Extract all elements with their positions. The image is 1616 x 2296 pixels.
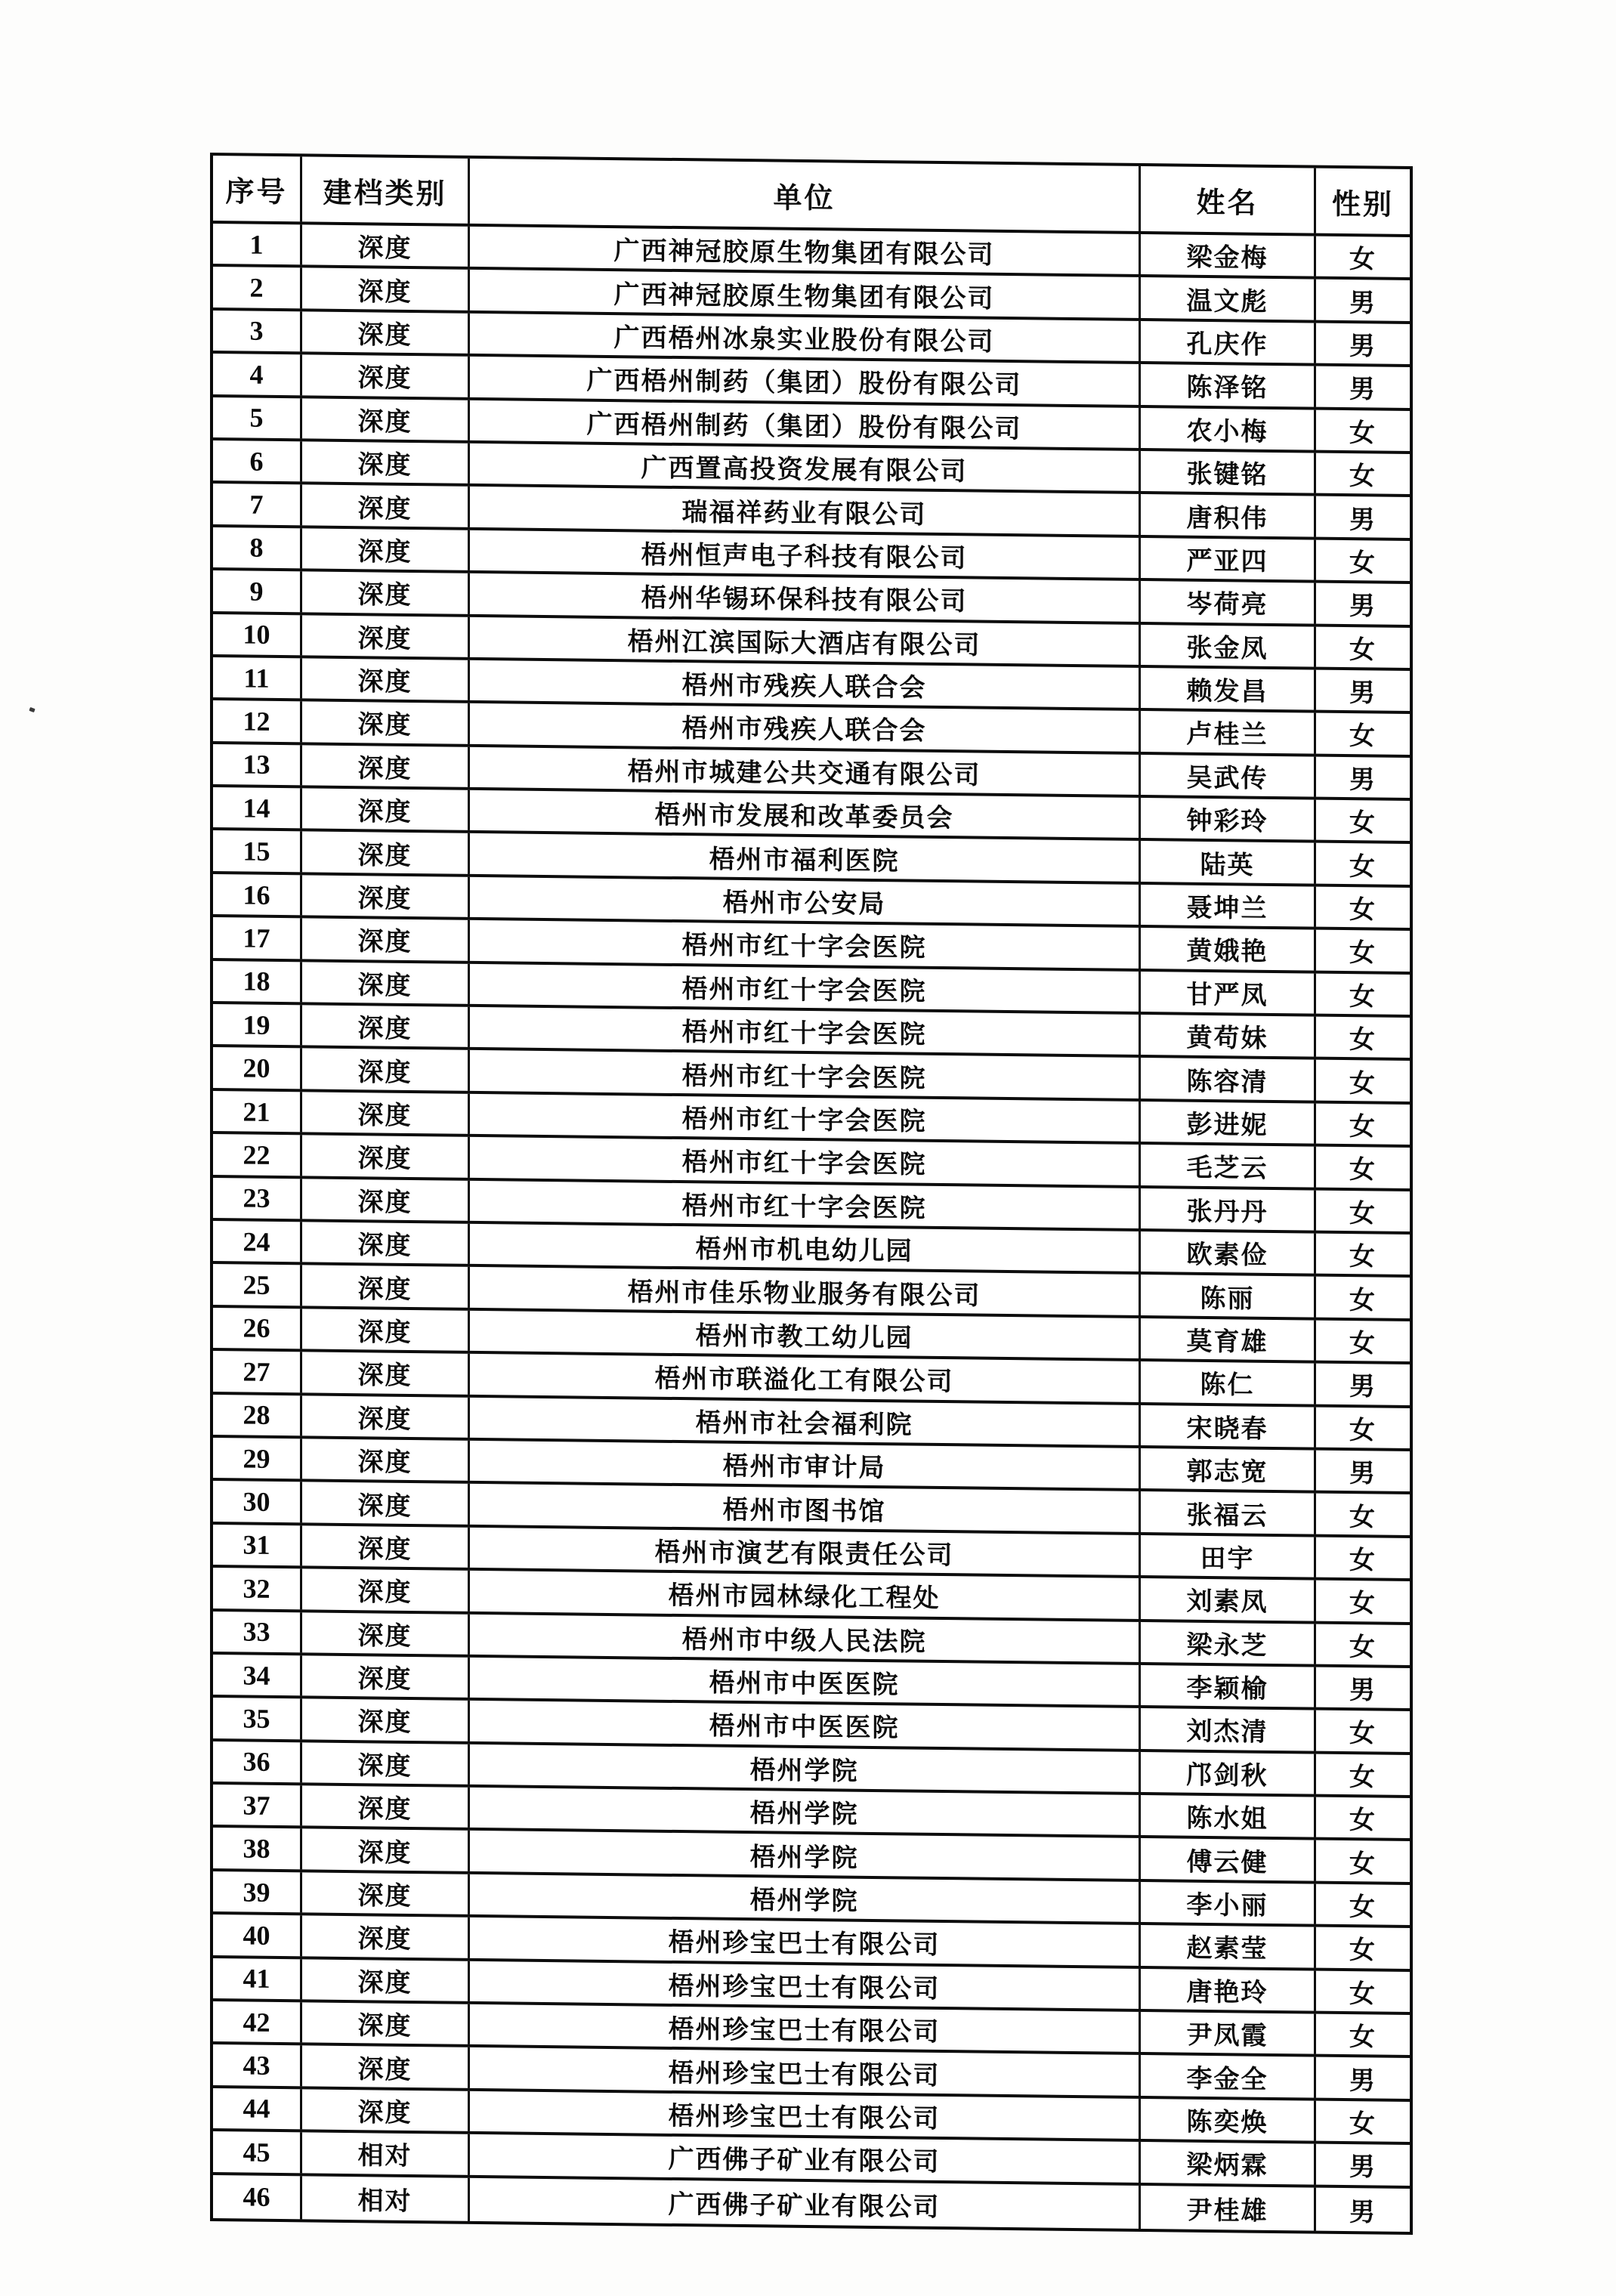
cell-unit: 梧州市园林绿化工程处 [470, 1571, 1141, 1618]
cell-category: 深度 [302, 1092, 470, 1134]
cell-name: 陈丽 [1141, 1275, 1316, 1317]
cell-category: 深度 [302, 962, 470, 1004]
cell-category: 深度 [302, 311, 470, 354]
cell-category: 相对 [302, 2176, 470, 2221]
personnel-table [210, 153, 1413, 2235]
cell-category: 深度 [302, 1395, 470, 1438]
cell-index: 44 [213, 2088, 302, 2130]
cell-index: 25 [213, 1264, 302, 1306]
cell-name: 陈泽铭 [1141, 364, 1316, 406]
cell-unit: 梧州市中级人民法院 [470, 1614, 1141, 1661]
cell-name: 黄娥艳 [1141, 928, 1316, 970]
cell-unit: 广西佛子矿业有限公司 [470, 2177, 1141, 2228]
cell-name: 张金凤 [1141, 624, 1316, 666]
cell-gender: 男 [1349, 765, 1377, 795]
cell-category: 深度 [302, 1916, 470, 1958]
cell-category: 深度 [302, 2046, 470, 2088]
cell-gender: 女 [1349, 1026, 1377, 1055]
cell-name: 孔庆作 [1141, 321, 1316, 363]
cell-gender: 女 [1349, 1590, 1377, 1618]
cell-unit: 梧州市红十字会医院 [470, 1094, 1141, 1142]
cell-index: 32 [213, 1568, 302, 1609]
cell-index: 36 [213, 1741, 302, 1783]
cell-name: 张福云 [1141, 1491, 1316, 1534]
cell-category: 深度 [302, 1482, 470, 1525]
cell-unit: 梧州市中医医院 [470, 1658, 1141, 1705]
cell-unit: 梧州市残疾人联合会 [470, 660, 1141, 708]
cell-unit: 梧州市联溢化工有限公司 [470, 1354, 1141, 1401]
cell-index: 23 [213, 1178, 302, 1219]
cell-gender: 男 [1349, 679, 1377, 708]
cell-category: 深度 [302, 1222, 470, 1264]
cell-index: 14 [213, 787, 302, 829]
cell-unit: 梧州珍宝巴士有限公司 [470, 1917, 1141, 1965]
cell-index: 2 [213, 267, 302, 308]
cell-name: 尹凤霞 [1141, 2012, 1316, 2054]
cell-unit: 梧州学院 [470, 1744, 1141, 1792]
cell-category: 深度 [302, 875, 470, 917]
cell-name: 陈仁 [1141, 1361, 1316, 1404]
cell-gender: 女 [1349, 246, 1377, 274]
cell-category: 深度 [302, 1136, 470, 1178]
cell-gender: 男 [1349, 289, 1377, 318]
cell-unit: 梧州华锡环保科技有限公司 [470, 573, 1141, 621]
cell-unit: 梧州市社会福利院 [470, 1397, 1141, 1445]
cell-index: 26 [213, 1308, 302, 1349]
cell-name: 刘素凤 [1141, 1578, 1316, 1621]
cell-unit: 梧州市红十字会医院 [470, 1180, 1141, 1228]
cell-name: 田宇 [1141, 1535, 1316, 1578]
cell-unit: 梧州市红十字会医院 [470, 1137, 1141, 1185]
cell-name: 郭志宽 [1141, 1448, 1316, 1491]
cell-index: 12 [213, 700, 302, 742]
cell-index: 10 [213, 614, 302, 656]
cell-index: 24 [213, 1221, 302, 1262]
cell-name: 张键铭 [1141, 451, 1316, 493]
cell-unit: 梧州江滨国际大酒店有限公司 [470, 616, 1141, 664]
cell-category: 深度 [302, 832, 470, 874]
cell-name: 赖发昌 [1141, 668, 1316, 710]
cell-gender: 女 [1349, 1069, 1377, 1099]
table-body [213, 224, 1410, 2232]
cell-index: 42 [213, 2001, 302, 2043]
cell-name: 梁金梅 [1141, 234, 1316, 277]
cell-index: 1 [213, 224, 302, 265]
cell-name: 傅云健 [1141, 1838, 1316, 1880]
header-category: 建档类别 [302, 156, 470, 224]
cell-name: 梁炳霖 [1141, 2142, 1316, 2184]
cell-name: 梁永芝 [1141, 1621, 1316, 1664]
cell-index: 39 [213, 1871, 302, 1913]
cell-unit: 梧州市机电幼儿园 [470, 1224, 1141, 1272]
cell-gender: 女 [1349, 722, 1377, 752]
cell-gender: 女 [1349, 1199, 1377, 1228]
cell-gender: 女 [1349, 1243, 1377, 1272]
cell-gender: 女 [1349, 1633, 1377, 1662]
cell-index: 30 [213, 1481, 302, 1522]
cell-index: 29 [213, 1438, 302, 1479]
cell-unit: 梧州市图书馆 [470, 1484, 1141, 1531]
cell-category: 深度 [302, 788, 470, 830]
cell-gender: 女 [1349, 1503, 1377, 1532]
cell-unit: 广西神冠胶原生物集团有限公司 [470, 270, 1141, 317]
cell-unit: 梧州恒声电子科技有限公司 [470, 530, 1141, 578]
cell-gender: 女 [1349, 1547, 1377, 1575]
cell-name: 莫育雄 [1141, 1318, 1316, 1361]
cell-name: 陈容清 [1141, 1058, 1316, 1100]
cell-gender: 女 [1349, 896, 1377, 925]
cell-unit: 广西梧州制药（集团）股份有限公司 [470, 400, 1141, 447]
cell-gender: 女 [1349, 1806, 1377, 1835]
cell-gender: 女 [1349, 419, 1377, 448]
cell-index: 27 [213, 1351, 302, 1392]
cell-name: 岑荷亮 [1141, 581, 1316, 623]
cell-index: 28 [213, 1395, 302, 1436]
cell-index: 16 [213, 874, 302, 916]
cell-category: 深度 [302, 224, 470, 267]
cell-index: 20 [213, 1047, 302, 1089]
cell-name: 农小梅 [1141, 408, 1316, 450]
cell-index: 17 [213, 917, 302, 959]
cell-name: 黄苟妹 [1141, 1015, 1316, 1057]
cell-index: 33 [213, 1612, 302, 1653]
cell-name: 卢桂兰 [1141, 711, 1316, 753]
cell-category: 深度 [302, 485, 470, 527]
cell-gender: 女 [1349, 462, 1377, 491]
cell-unit: 梧州市公安局 [470, 877, 1141, 925]
cell-category: 深度 [302, 1612, 470, 1655]
cell-unit: 梧州珍宝巴士有限公司 [470, 2091, 1141, 2139]
cell-index: 5 [213, 397, 302, 439]
cell-category: 深度 [302, 1829, 470, 1871]
cell-index: 18 [213, 961, 302, 1003]
cell-unit: 梧州市发展和改革委员会 [470, 790, 1141, 838]
cell-name: 尹桂雄 [1141, 2186, 1316, 2231]
cell-name: 唐艳玲 [1141, 1969, 1316, 2011]
cell-category: 深度 [302, 528, 470, 570]
cell-unit: 梧州市中医医院 [470, 1701, 1141, 1748]
cell-unit: 梧州市福利医院 [470, 833, 1141, 881]
header-unit: 单位 [470, 159, 1141, 231]
cell-category: 深度 [302, 1005, 470, 1047]
cell-unit: 梧州市残疾人联合会 [470, 703, 1141, 751]
cell-category: 深度 [302, 1352, 470, 1395]
cell-index: 9 [213, 570, 302, 612]
cell-category: 深度 [302, 1049, 470, 1091]
header-index: 序号 [213, 156, 302, 221]
cell-unit: 梧州学院 [470, 1788, 1141, 1835]
cell-gender: 男 [1349, 592, 1377, 621]
cell-category: 深度 [302, 1309, 470, 1351]
cell-name: 钟彩玲 [1141, 798, 1316, 840]
cell-unit: 梧州珍宝巴士有限公司 [470, 2004, 1141, 2052]
cell-category: 深度 [302, 1438, 470, 1481]
cell-name: 宋晓春 [1141, 1405, 1316, 1448]
cell-gender: 女 [1349, 1113, 1377, 1142]
cell-name: 彭进妮 [1141, 1102, 1316, 1144]
cell-index: 7 [213, 484, 302, 525]
cell-unit: 广西置高投资发展有限公司 [470, 443, 1141, 491]
cell-name: 甘严凤 [1141, 972, 1316, 1014]
cell-gender: 女 [1349, 939, 1377, 968]
cell-unit: 梧州市红十字会医院 [470, 920, 1141, 968]
cell-name: 吴武传 [1141, 755, 1316, 797]
cell-gender: 女 [1349, 809, 1377, 838]
cell-index: 35 [213, 1698, 302, 1739]
cell-index: 22 [213, 1134, 302, 1176]
cell-category: 深度 [302, 658, 470, 700]
cell-name: 李小丽 [1141, 1882, 1316, 1924]
cell-unit: 广西佛子矿业有限公司 [470, 2134, 1141, 2182]
cell-name: 温文彪 [1141, 277, 1316, 320]
cell-unit: 梧州市红十字会医院 [470, 1050, 1141, 1098]
cell-unit: 梧州珍宝巴士有限公司 [470, 2047, 1141, 2095]
cell-index: 8 [213, 527, 302, 569]
cell-unit: 梧州市红十字会医院 [470, 1007, 1141, 1055]
cell-category: 深度 [302, 1872, 470, 1914]
cell-name: 陆英 [1141, 841, 1316, 883]
cell-category: 深度 [302, 268, 470, 311]
cell-index: 31 [213, 1525, 302, 1566]
cell-unit: 梧州学院 [470, 1831, 1141, 1878]
cell-index: 45 [213, 2131, 302, 2173]
cell-gender: 女 [1349, 1330, 1377, 1358]
cell-gender: 女 [1349, 982, 1377, 1012]
cell-category: 深度 [302, 615, 470, 657]
cell-gender: 女 [1349, 1979, 1377, 2009]
cell-gender: 女 [1349, 1936, 1377, 1965]
cell-name: 赵素莹 [1141, 1925, 1316, 1967]
cell-category: 深度 [302, 1785, 470, 1828]
cell-gender: 男 [1349, 1676, 1377, 1705]
cell-index: 41 [213, 1958, 302, 2000]
cell-gender: 女 [1349, 635, 1377, 665]
cell-gender: 女 [1349, 1416, 1377, 1445]
cell-index: 15 [213, 831, 302, 873]
cell-gender: 女 [1349, 1849, 1377, 1879]
cell-category: 深度 [302, 1525, 470, 1568]
cell-name: 刘杰清 [1141, 1708, 1316, 1751]
cell-index: 43 [213, 2044, 302, 2086]
cell-category: 深度 [302, 1655, 470, 1698]
cell-index: 37 [213, 1785, 302, 1826]
cell-category: 深度 [302, 745, 470, 787]
cell-gender: 男 [1349, 505, 1377, 535]
cell-name: 李颖榆 [1141, 1665, 1316, 1707]
cell-index: 19 [213, 1004, 302, 1046]
cell-index: 40 [213, 1914, 302, 1956]
cell-category: 深度 [302, 1568, 470, 1611]
cell-index: 3 [213, 311, 302, 352]
cell-index: 11 [213, 657, 302, 699]
cell-unit: 梧州市佳乐物业服务有限公司 [470, 1267, 1141, 1315]
cell-index: 6 [213, 440, 302, 482]
cell-name: 陈奕焕 [1141, 2099, 1316, 2141]
cell-category: 深度 [302, 572, 470, 614]
cell-gender: 女 [1349, 2023, 1377, 2052]
cell-name: 严亚四 [1141, 538, 1316, 580]
cell-index: 13 [213, 744, 302, 786]
cell-category: 深度 [302, 702, 470, 744]
cell-gender: 女 [1349, 1763, 1377, 1792]
cell-category: 深度 [302, 919, 470, 961]
cell-gender: 女 [1349, 1156, 1377, 1185]
cell-index: 21 [213, 1091, 302, 1133]
cell-unit: 广西梧州制药（集团）股份有限公司 [470, 357, 1141, 404]
cell-name: 邝剑秋 [1141, 1752, 1316, 1794]
cell-unit: 广西梧州冰泉实业股份有限公司 [470, 314, 1141, 361]
cell-unit: 广西神冠胶原生物集团有限公司 [470, 227, 1141, 274]
cell-unit: 瑞福祥药业有限公司 [470, 487, 1141, 534]
cell-category: 深度 [302, 2089, 470, 2131]
cell-category: 深度 [302, 398, 470, 440]
cell-gender: 男 [1349, 2066, 1377, 2096]
cell-name: 李金全 [1141, 2055, 1316, 2097]
cell-name: 欧素俭 [1141, 1231, 1316, 1274]
cell-name: 聂坤兰 [1141, 885, 1316, 927]
cell-gender: 女 [1349, 1286, 1377, 1315]
cell-category: 深度 [302, 1265, 470, 1308]
cell-gender: 男 [1349, 2153, 1377, 2182]
cell-unit: 梧州市演艺有限责任公司 [470, 1528, 1141, 1575]
cell-gender: 男 [1349, 332, 1377, 361]
cell-gender: 女 [1349, 1720, 1377, 1748]
cell-gender: 男 [1349, 375, 1377, 404]
cell-category: 深度 [302, 1742, 470, 1785]
cell-gender: 女 [1349, 852, 1377, 882]
cell-unit: 梧州市教工幼儿园 [470, 1311, 1141, 1358]
cell-category: 深度 [302, 1179, 470, 1221]
cell-index: 38 [213, 1828, 302, 1869]
cell-index: 4 [213, 354, 302, 395]
cell-name: 陈水姐 [1141, 1795, 1316, 1837]
cell-category: 深度 [302, 355, 470, 397]
cell-index: 46 [213, 2175, 302, 2220]
header-name: 姓名 [1141, 166, 1316, 233]
cell-category: 深度 [302, 1699, 470, 1741]
cell-unit: 梧州珍宝巴士有限公司 [470, 1961, 1141, 2009]
cell-category: 深度 [302, 441, 470, 484]
cell-category: 深度 [302, 2002, 470, 2044]
cell-unit: 梧州市审计局 [470, 1441, 1141, 1488]
cell-name: 张丹丹 [1141, 1188, 1316, 1231]
cell-gender: 男 [1349, 1460, 1377, 1488]
cell-gender: 女 [1349, 1893, 1377, 1922]
cell-index: 34 [213, 1655, 302, 1696]
cell-unit: 梧州市红十字会医院 [470, 964, 1141, 1012]
cell-name: 毛芝云 [1141, 1145, 1316, 1187]
cell-unit: 梧州学院 [470, 1874, 1141, 1922]
cell-category: 相对 [302, 2133, 470, 2175]
cell-gender: 女 [1349, 549, 1377, 578]
cell-category: 深度 [302, 1959, 470, 2001]
header-gender: 性别 [1331, 188, 1394, 221]
cell-gender: 男 [1349, 2198, 1377, 2227]
cell-unit: 梧州市城建公共交通有限公司 [470, 747, 1141, 795]
cell-name: 唐积伟 [1141, 494, 1316, 536]
cell-gender: 男 [1349, 1373, 1377, 1401]
scan-speckle [29, 707, 35, 712]
cell-gender: 女 [1349, 2110, 1377, 2139]
